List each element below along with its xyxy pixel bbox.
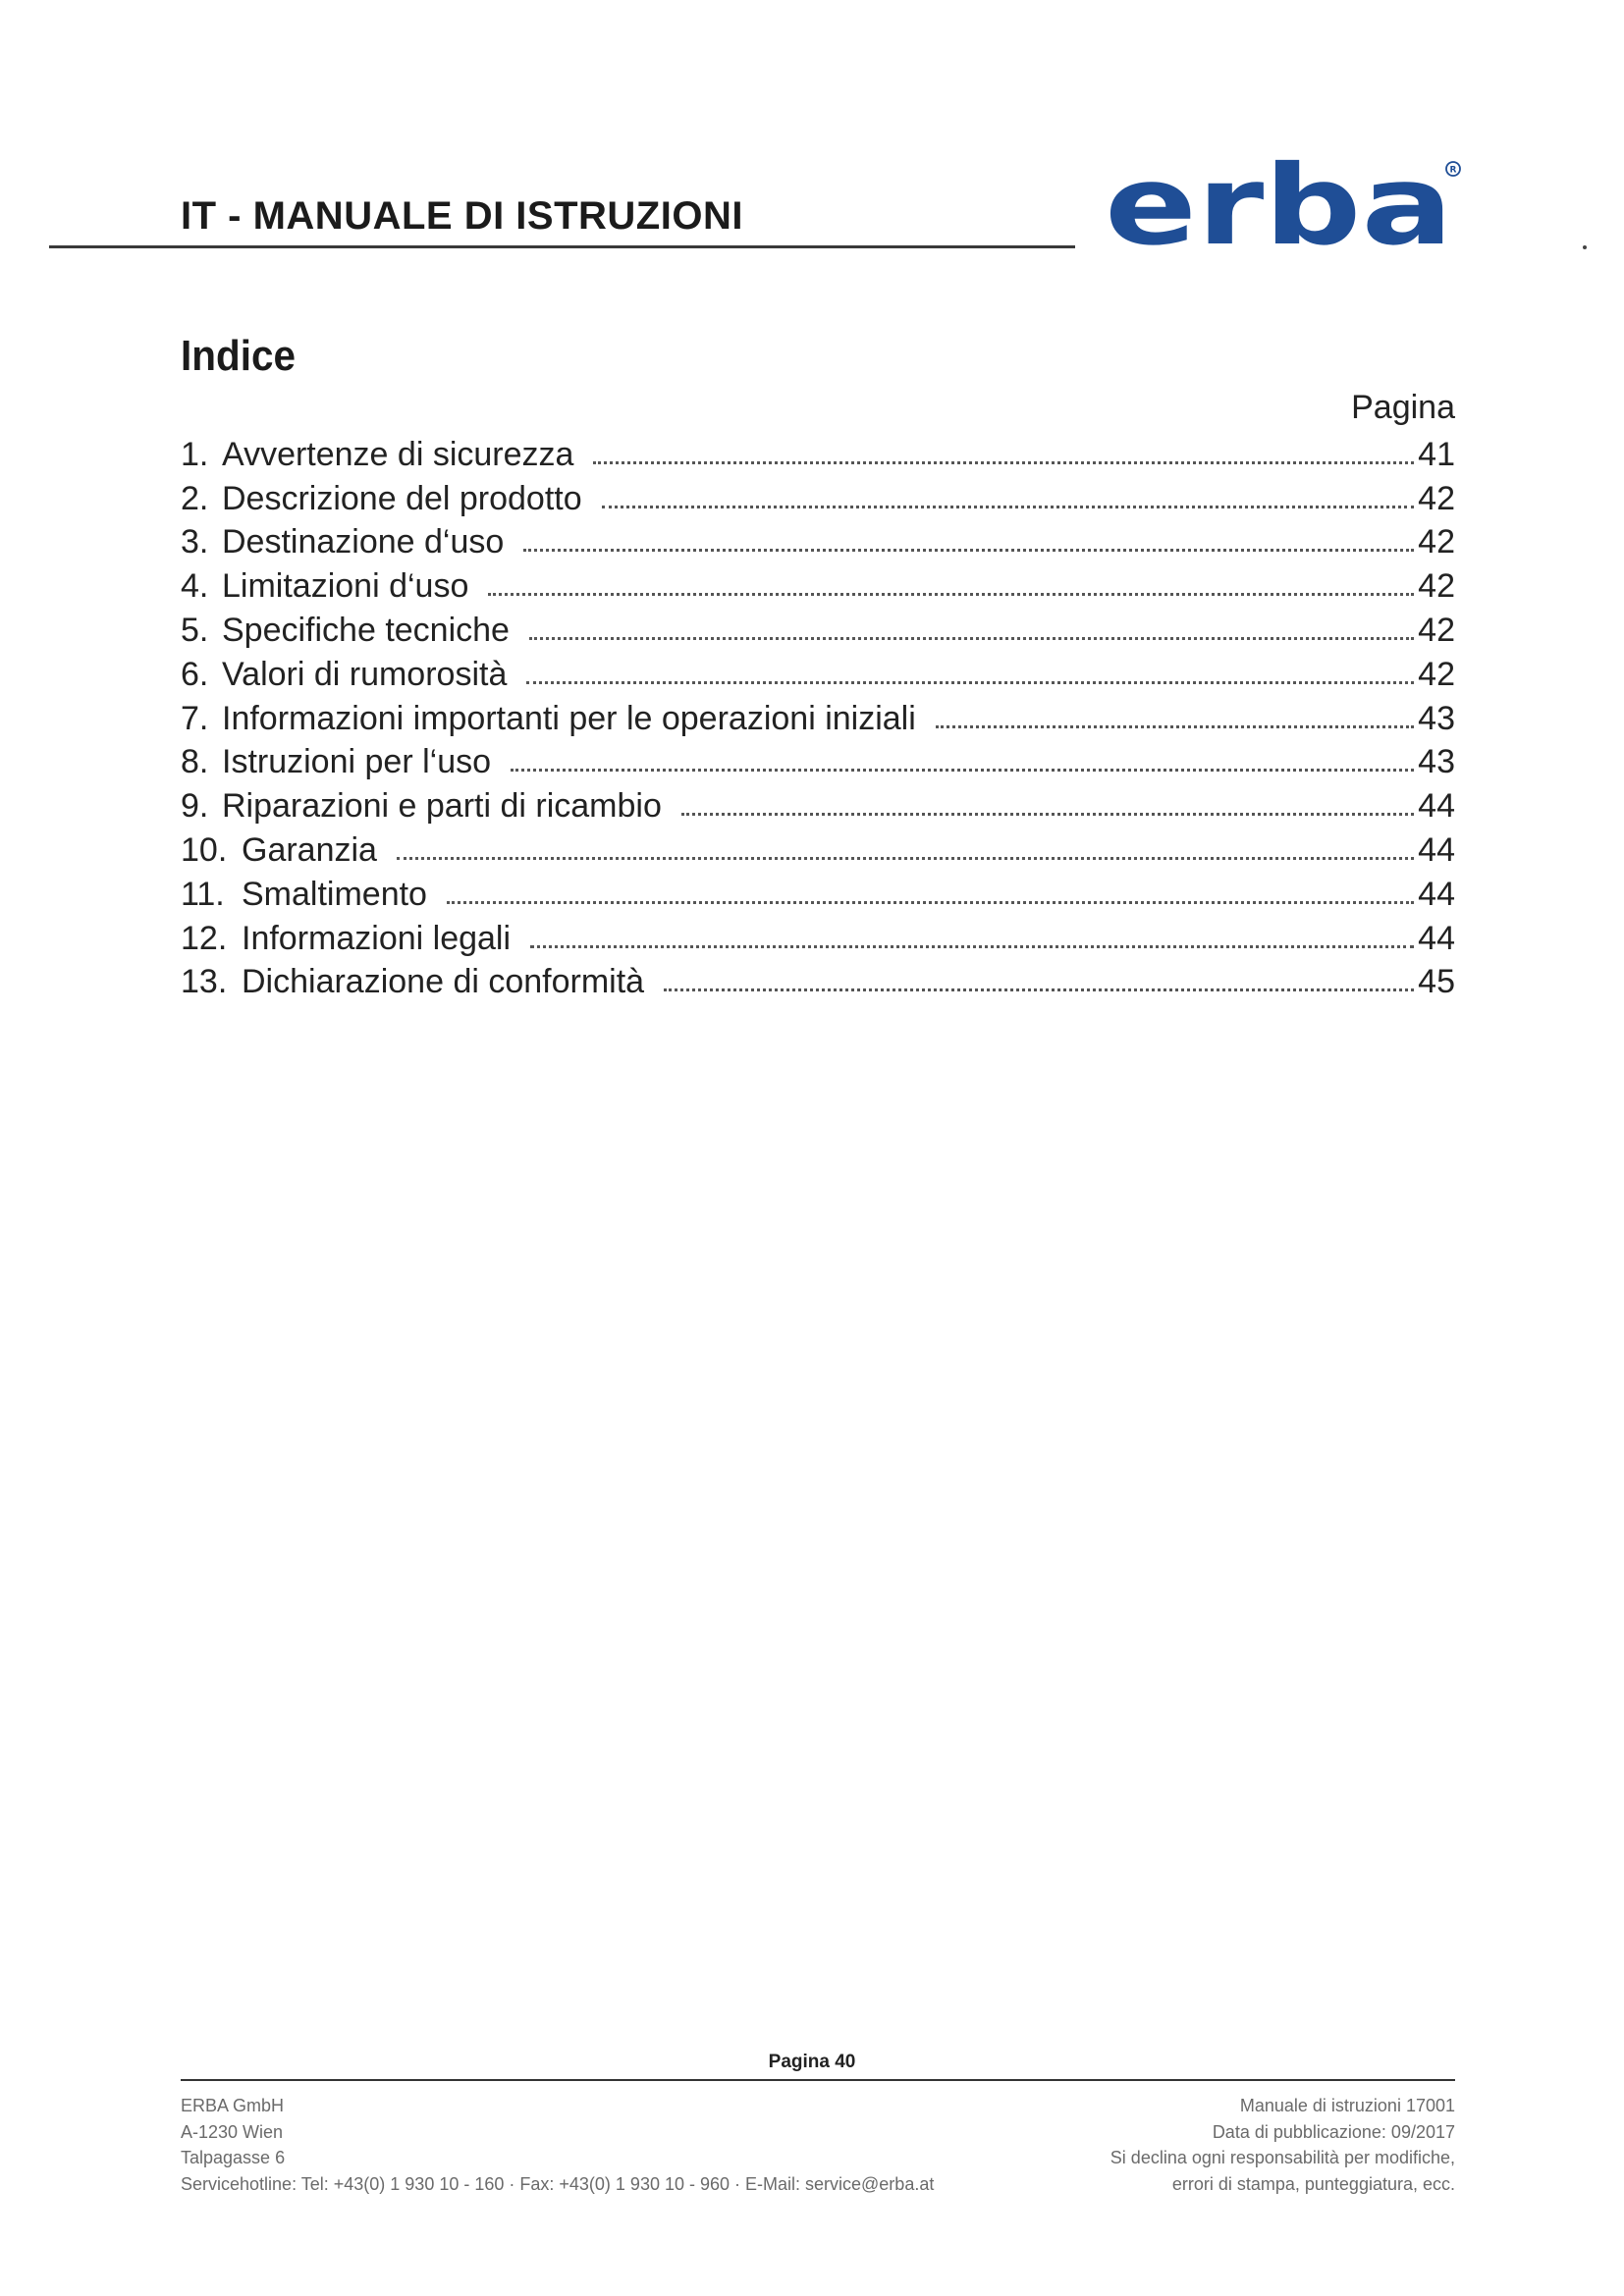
toc-number: 12. — [181, 919, 228, 957]
page-column-label: Pagina — [1351, 389, 1455, 426]
toc-page-number: 42 — [1418, 479, 1455, 517]
footer-manual-number: Manuale di istruzioni 17001 — [1239, 2096, 1455, 2115]
toc-page-number: 42 — [1418, 567, 1455, 606]
toc-label: Dichiarazione di conformità — [242, 963, 645, 1001]
toc-entry[interactable] — [181, 781, 1455, 826]
toc-label: Smaltimento — [242, 875, 427, 913]
toc-page-number: 42 — [1418, 523, 1455, 561]
header-rule — [49, 245, 1075, 248]
toc-leader-dots — [526, 681, 1414, 684]
footer-page-number: Pagina 40 — [768, 2052, 856, 2072]
footer-street: Talpagasse 6 — [181, 2148, 286, 2167]
footer-disclaimer-line-2: errori di stampa, punteggiatura, ecc. — [1171, 2173, 1455, 2194]
toc-leader-dots — [681, 813, 1414, 816]
index-heading: Indice — [181, 332, 296, 380]
toc-page-number: 43 — [1418, 743, 1455, 781]
toc-leader-dots — [397, 857, 1414, 860]
toc-number: 6. — [181, 655, 209, 693]
toc-number: 1. — [181, 435, 209, 473]
toc-label: Descrizione del prodotto — [222, 479, 582, 517]
footer-company-name: ERBA GmbH — [181, 2096, 285, 2115]
toc-page-number: 41 — [1418, 435, 1455, 473]
document-title: IT - MANUALE DI ISTRUZIONI — [181, 194, 743, 238]
toc-page-number: 44 — [1418, 830, 1455, 869]
footer-rule — [181, 2079, 1455, 2081]
toc-label: Specifiche tecniche — [222, 611, 510, 649]
footer-service-hotline: Servicehotline: Tel: +43(0) 1 930 10 - 160 · Fax: +43(0) 1 930 10 - 960 · E-Mail: service@erba.at — [181, 2173, 935, 2194]
toc-leader-dots — [511, 769, 1414, 772]
toc-number: 3. — [181, 523, 209, 561]
toc-label: Destinazione d‘uso — [222, 523, 505, 561]
toc-entry[interactable] — [181, 474, 1455, 518]
toc-page-number: 44 — [1418, 919, 1455, 957]
toc-page-number: 42 — [1418, 611, 1455, 649]
toc-label: Informazioni importanti per le operazioni iniziali — [222, 699, 916, 737]
toc-page-number: 43 — [1418, 699, 1455, 737]
toc-number: 7. — [181, 699, 209, 737]
toc-entry[interactable] — [181, 650, 1455, 694]
toc-number: 10. — [181, 830, 228, 869]
toc-leader-dots — [529, 637, 1414, 640]
footer-company-info — [181, 2093, 934, 2197]
toc-page-number: 45 — [1418, 963, 1455, 1001]
toc-entry[interactable] — [181, 738, 1455, 782]
toc-label: Istruzioni per l‘uso — [222, 743, 492, 781]
toc-entry[interactable] — [181, 694, 1455, 738]
toc-entry[interactable] — [181, 914, 1455, 958]
toc-leader-dots — [523, 549, 1414, 552]
toc-number: 9. — [181, 787, 209, 826]
svg-text:R: R — [1449, 165, 1457, 176]
toc-label: Avvertenze di sicurezza — [222, 435, 574, 473]
footer-document-info — [1110, 2093, 1455, 2197]
footer-publication-date: Data di pubblicazione: 09/2017 — [1212, 2121, 1455, 2142]
toc-label: Informazioni legali — [242, 919, 512, 957]
toc-label: Limitazioni d‘uso — [222, 567, 469, 606]
toc-leader-dots — [602, 506, 1415, 508]
toc-number: 5. — [181, 611, 209, 649]
toc-entry[interactable] — [181, 561, 1455, 606]
toc-entry[interactable] — [181, 958, 1455, 1002]
toc-entry[interactable] — [181, 870, 1455, 914]
toc-leader-dots — [664, 988, 1414, 991]
toc-number: 8. — [181, 743, 209, 781]
toc-number: 4. — [181, 567, 209, 606]
toc-leader-dots — [530, 945, 1414, 948]
toc-label: Garanzia — [242, 830, 377, 869]
toc-entry[interactable] — [181, 430, 1455, 474]
toc-page-number: 44 — [1418, 787, 1455, 826]
toc-number: 11. — [181, 875, 225, 913]
stray-dot — [1583, 245, 1587, 249]
toc-page-number: 42 — [1418, 655, 1455, 693]
toc-number: 13. — [181, 963, 228, 1001]
footer-postal-city: A-1230 Wien — [181, 2121, 284, 2142]
erba-logo — [1105, 157, 1468, 255]
toc-entry[interactable] — [181, 518, 1455, 562]
toc-number: 2. — [181, 479, 209, 517]
toc-entry[interactable] — [181, 826, 1455, 870]
toc-page-number: 44 — [1418, 875, 1455, 913]
table-of-contents — [181, 430, 1455, 1001]
toc-leader-dots — [936, 725, 1414, 728]
toc-entry[interactable] — [181, 606, 1455, 650]
toc-label: Valori di rumorosità — [222, 655, 508, 693]
toc-leader-dots — [488, 593, 1414, 596]
toc-label: Riparazioni e parti di ricambio — [222, 787, 662, 826]
toc-leader-dots — [447, 901, 1414, 904]
footer-disclaimer-line-1: Si declina ogni responsabilità per modifiche, — [1110, 2148, 1455, 2167]
toc-leader-dots — [593, 461, 1414, 464]
logo-wordmark: erba — [1105, 157, 1453, 255]
